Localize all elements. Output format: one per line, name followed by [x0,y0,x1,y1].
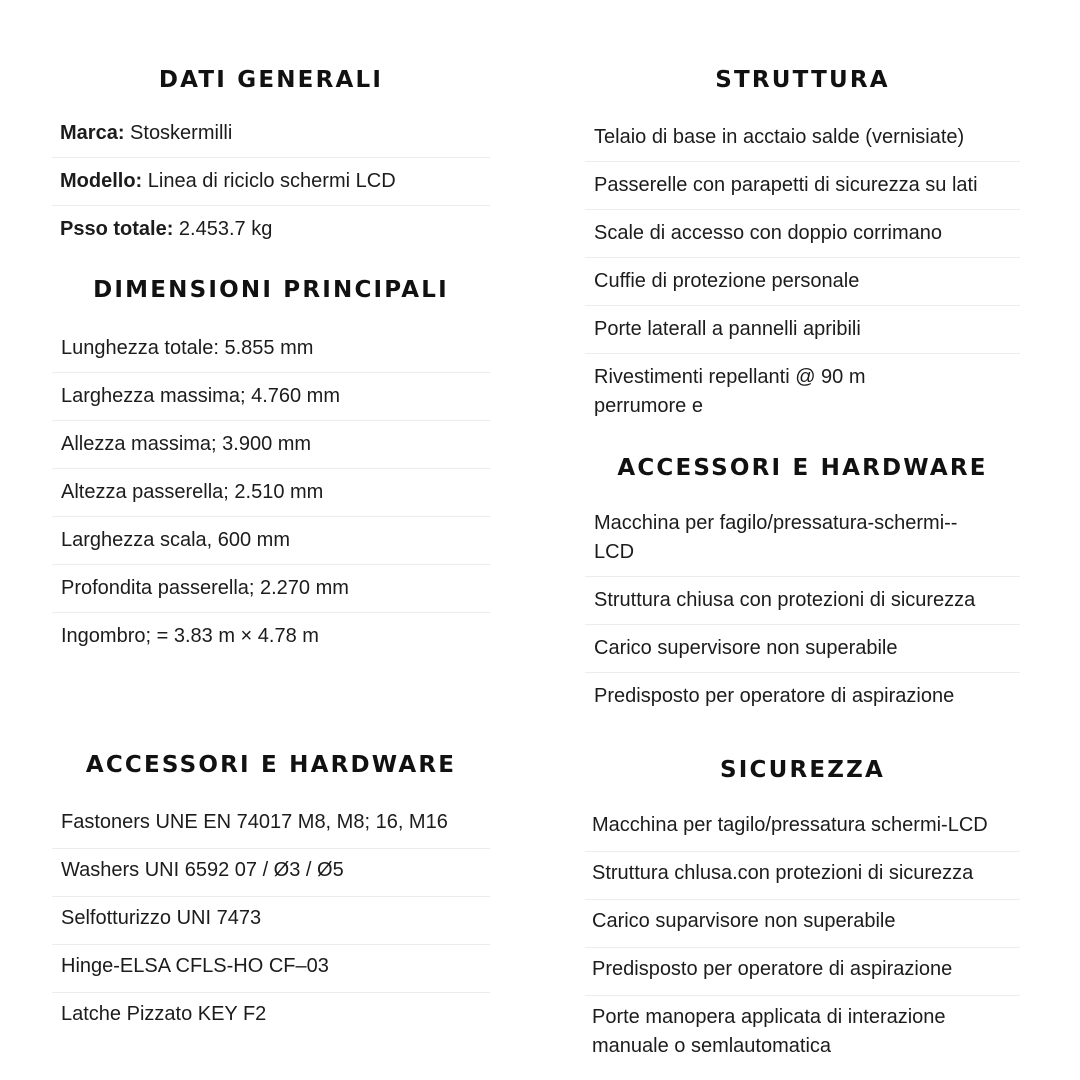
spec-list [52,325,490,660]
spec-value: Linea di riciclo schermi LCD [142,170,396,192]
spec-row: Rivestimenti repellanti @ 90 m perrumore e [594,366,866,417]
spec-row: Telaio di base in acctaio salde (vernisiate) [585,114,1020,162]
spec-row: Profondita passerella; 2.270 mm [52,565,490,613]
section-sicurezza [585,756,1020,1072]
section-title-struttura: STRUTTURA [715,67,890,93]
spec-row: Altezza passerella; 2.510 mm [52,469,490,517]
spec-row-peso [52,206,490,253]
spec-row: Ingombro; = 3.83 m × 4.78 m [61,625,319,647]
section-title-dimensioni: DIMENSIONI PRINCIPALI [93,277,449,303]
spec-row: Fastoners UNE EN 74017 M8, M8; 16, M16 [52,801,490,849]
spec-value: Stoskermilli [124,122,233,144]
spec-list [585,114,1020,430]
section-accessori-left [52,751,490,1040]
section-title-accessori: ACCESSORI E HARDWARE [617,455,988,481]
spec-row-marca [52,110,490,158]
spec-row: Predisposto per operatore di aspirazione [594,685,955,707]
section-title-accessori: ACCESSORI E HARDWARE [85,752,457,778]
spec-row: Latche Pizzato KEY F2 [61,1003,267,1025]
spec-row: Porte manopera applicata di interazione manuale o semlautomatica [592,1006,946,1057]
section-title-sicurezza: SICUREZZA [719,757,886,783]
spec-key: Modello: [60,170,143,192]
section-title-dati-generali: DATI GENERALI [158,67,384,93]
section-dati-generali [52,66,490,253]
spec-row: Macchina per tagilo/pressatura schermi-LCD [585,804,1020,852]
spec-row: Cuffie di protezione personale [585,258,1020,306]
spec-row: Hinge-ELSA CFLS-HO CF–03 [52,945,490,993]
section-accessori-right [585,454,1020,720]
spec-row: Washers UNI 6592 07 / Ø3 / Ø5 [52,849,490,897]
spec-list [585,500,1020,720]
spec-key: Psso totale: [60,218,174,240]
spec-row: Porte laterall a pannelli apribili [585,306,1020,354]
spec-row: Carico supervisore non superabile [585,625,1020,673]
spec-row: Scale di accesso con doppio corrimano [585,210,1020,258]
spec-row: Macchina per fagilo/pressatura-schermi--LCD [585,500,1020,577]
spec-row: Carico suparvisore non superabile [585,900,1020,948]
spec-key: Marca: [60,122,125,144]
spec-row: Selfotturizzo UNI 7473 [52,897,490,945]
spec-row: Lunghezza totale: 5.855 mm [52,325,490,373]
section-struttura [585,66,1020,430]
spec-row: Predisposto per operatore di aspirazione [585,948,1020,996]
spec-list [52,801,490,1040]
spec-row-modello [52,158,490,206]
spec-row: Allezza massima; 3.900 mm [52,421,490,469]
spec-list [52,110,490,253]
spec-row: Larghezza scala, 600 mm [52,517,490,565]
spec-list [585,804,1020,1072]
spec-row: Struttura chiusa con protezioni di sicurezza [585,577,1020,625]
spec-value: 2.453.7 kg [173,218,273,240]
spec-row: Larghezza massima; 4.760 mm [52,373,490,421]
spec-row: Passerelle con parapetti di sicurezza su lati [585,162,1020,210]
section-dimensioni [52,276,490,660]
spec-row: Struttura chlusa.con protezioni di sicurezza [585,852,1020,900]
